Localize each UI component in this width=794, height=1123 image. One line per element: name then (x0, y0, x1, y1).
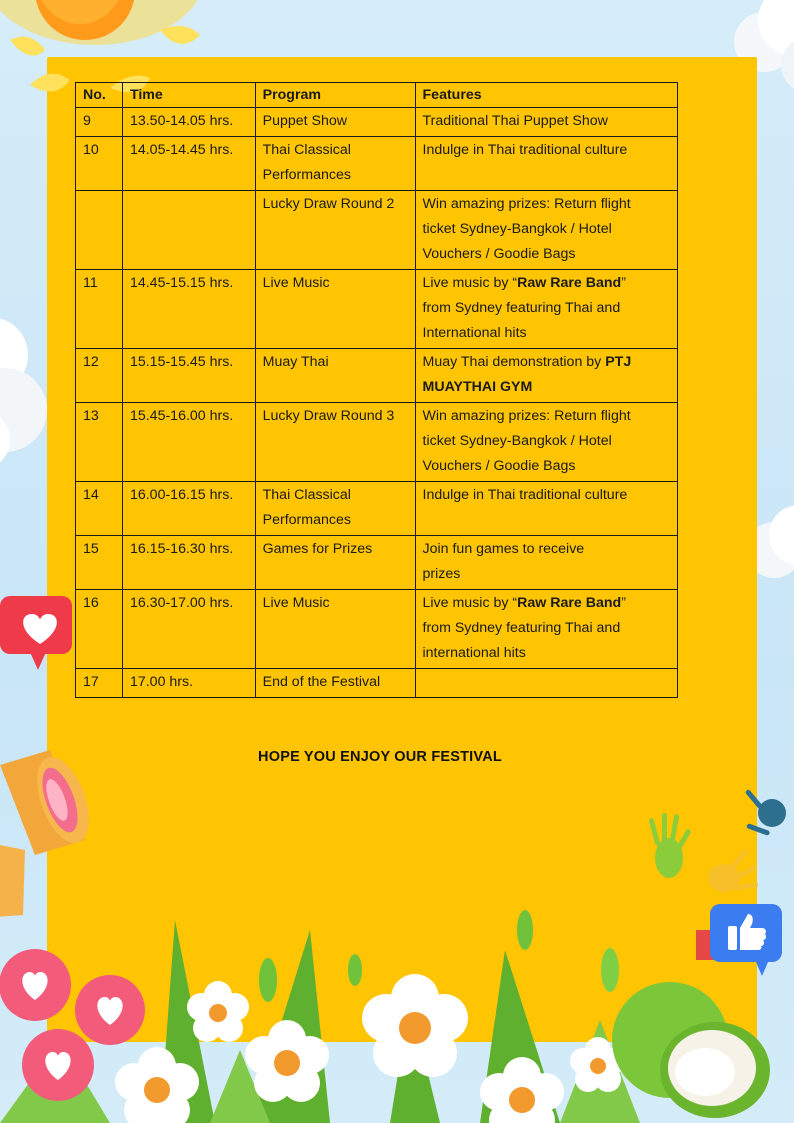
cell-features: Indulge in Thai traditional culture (415, 137, 677, 191)
cell-features (415, 349, 677, 403)
cell-no: 9 (76, 108, 123, 137)
table-row (76, 270, 678, 349)
band-name: Raw Rare Band (517, 275, 622, 291)
cell-time (122, 191, 255, 270)
cell-time: 16.00-16.15 hrs. (122, 482, 255, 536)
hand-print-icon (644, 788, 794, 898)
cell-features: Traditional Thai Puppet Show (415, 108, 677, 137)
cell-time: 16.15-16.30 hrs. (122, 536, 255, 590)
table-row (76, 137, 678, 191)
cell-program: Thai Classical Performances (255, 482, 415, 536)
table-row (76, 669, 678, 698)
table-row (76, 349, 678, 403)
table-row (76, 536, 678, 590)
cell-no: 12 (76, 349, 123, 403)
megaphone-icon (0, 745, 90, 925)
cell-features: Win amazing prizes: Return flight ticket Sydney-Bangkok / Hotel Vouchers / Goodie Bags (415, 191, 677, 270)
features-text: Live music by “ (422, 595, 518, 611)
header-time: Time (122, 83, 255, 108)
features-text: Muay Thai demonstration by (422, 354, 606, 370)
cell-program: Lucky Draw Round 2 (255, 191, 415, 270)
cell-features (415, 669, 677, 698)
cell-program: End of the Festival (255, 669, 415, 698)
gym-name: PTJ MUAYTHAI GYM (422, 354, 632, 395)
closing-message: HOPE YOU ENJOY OUR FESTIVAL (258, 749, 502, 765)
cell-no: 14 (76, 482, 123, 536)
cell-time: 15.45-16.00 hrs. (122, 403, 255, 482)
header-program: Program (255, 83, 415, 108)
cell-program: Games for Prizes (255, 536, 415, 590)
table-row (76, 482, 678, 536)
cell-no: 17 (76, 669, 123, 698)
table-row (76, 403, 678, 482)
cell-no (76, 191, 123, 270)
cell-time: 17.00 hrs. (122, 669, 255, 698)
cell-features: Join fun games to receive prizes (415, 536, 677, 590)
table-row (76, 590, 678, 669)
cell-no: 10 (76, 137, 123, 191)
cell-time: 13.50-14.05 hrs. (122, 108, 255, 137)
cell-time: 15.15-15.45 hrs. (122, 349, 255, 403)
cell-no: 13 (76, 403, 123, 482)
festival-schedule-table (75, 82, 678, 698)
cell-features: Win amazing prizes: Return flight ticket Sydney-Bangkok / Hotel Vouchers / Goodie Bags (415, 403, 677, 482)
cell-features (415, 270, 677, 349)
cell-no: 11 (76, 270, 123, 349)
cell-time: 14.45-15.15 hrs. (122, 270, 255, 349)
cell-time: 16.30-17.00 hrs. (122, 590, 255, 669)
header-features: Features (415, 83, 677, 108)
header-no: No. (76, 83, 123, 108)
coconut-icon (612, 982, 770, 1118)
cell-program: Puppet Show (255, 108, 415, 137)
cell-program: Live Music (255, 270, 415, 349)
table-row (76, 108, 678, 137)
cell-no: 16 (76, 590, 123, 669)
cell-features: Indulge in Thai traditional culture (415, 482, 677, 536)
flower-garden (0, 900, 794, 1123)
table-row (76, 191, 678, 270)
cell-program: Lucky Draw Round 3 (255, 403, 415, 482)
table-header-row (76, 83, 678, 108)
features-text: Live music by “ (422, 275, 518, 291)
cell-time: 14.05-14.45 hrs. (122, 137, 255, 191)
cell-program: Live Music (255, 590, 415, 669)
cell-features (415, 590, 677, 669)
band-name: Raw Rare Band (517, 595, 622, 611)
heart-bubble-icon (0, 592, 75, 672)
cell-program: Muay Thai (255, 349, 415, 403)
cell-no: 15 (76, 536, 123, 590)
features-text: ” from Sydney featuring Thai and International hits (422, 275, 626, 341)
cell-program: Thai Classical Performances (255, 137, 415, 191)
features-text: ” from Sydney featuring Thai and international hits (422, 595, 626, 661)
